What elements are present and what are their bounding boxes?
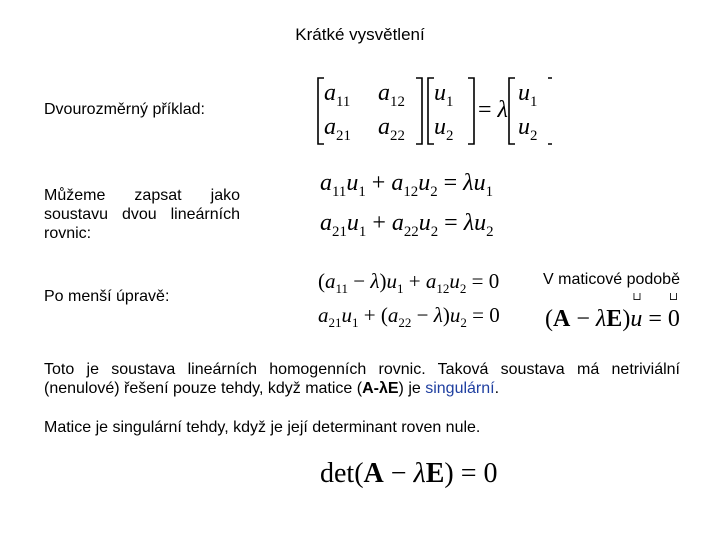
para1-text-end: . xyxy=(494,380,500,397)
para1-text-b: ) je xyxy=(398,380,426,397)
rhs-u2: $u_2$ xyxy=(518,114,538,144)
matrix-a21: $a_{21}$ xyxy=(324,114,351,144)
matrix-equation xyxy=(312,74,552,148)
equation-3: $(a_{11} - \lambda)u_1 + a_{12}u_2 = 0$ xyxy=(318,269,500,297)
vector-arrow-zero: ⊔ xyxy=(668,291,679,303)
determinant-equation: det(A − λE) = 0 xyxy=(320,458,498,489)
vector-arrow-u: ⊔ xyxy=(632,291,642,303)
equation-2: $a_{21}u_1 + a_{22}u_2 = \lambda u_2$ xyxy=(320,210,494,240)
page-title: Krátké vysvětlení xyxy=(295,25,425,44)
matrix-a12: $a_{12}$ xyxy=(378,80,405,110)
equals-lambda: = λ xyxy=(478,97,508,123)
para1-text-a: Toto je soustava lineárních homogenních rovnic. Taková soustava má netriviální (nenulové) řešení pouze tehdy, když matice ( xyxy=(44,361,680,397)
equation-1: $a_{11}u_1 + a_{12}u_2 = \lambda u_1$ xyxy=(320,170,494,200)
matrix-a22: $a_{22}$ xyxy=(378,114,405,144)
singular-link[interactable]: singulární xyxy=(425,380,495,397)
adjust-label: Po menší úpravě: xyxy=(44,288,170,305)
paragraph-homogeneous xyxy=(44,360,680,398)
equation-4: $a_{21}u_1 + (a_{22} - \lambda)u_2 = 0$ xyxy=(318,303,500,331)
vector-u1: $u_1$ xyxy=(434,80,454,110)
vector-u2: $u_2$ xyxy=(434,114,454,144)
matrix-form-equation: (A − λE)u ⊔ = 0 ⊔ xyxy=(545,291,680,332)
system-label: Můžeme zapsat jako soustavu dvou lineárních rovnic: xyxy=(44,187,240,242)
example-label: Dvourozměrný příklad: xyxy=(44,101,205,118)
matrix-a11: $a_{11}$ xyxy=(324,80,351,110)
matrix-form-label: V maticové podobě xyxy=(543,271,680,288)
rhs-u1: $u_1$ xyxy=(518,80,538,110)
paragraph-determinant: Matice je singulární tehdy, když je její determinant roven nule. xyxy=(44,419,481,436)
para1-bold-matrix: A-λE xyxy=(362,380,399,397)
